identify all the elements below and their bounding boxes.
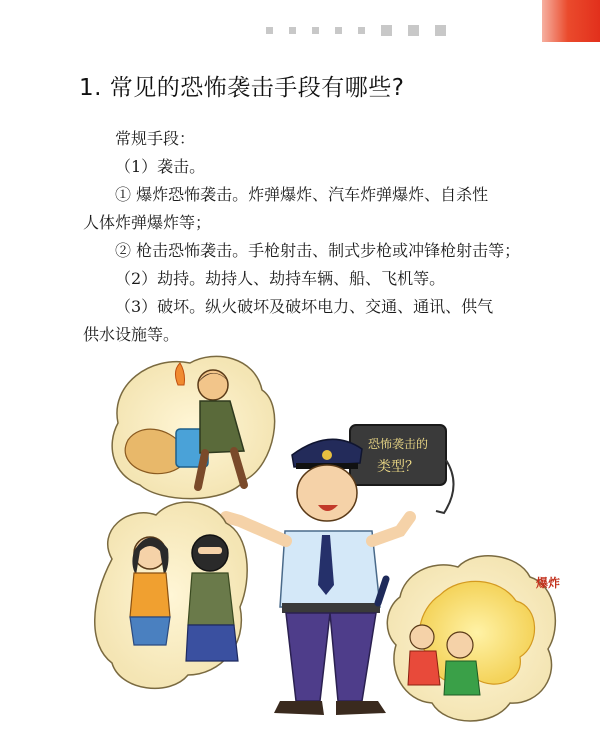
header-dot [381, 25, 392, 36]
header-dot [266, 27, 273, 34]
question-sign [350, 425, 454, 513]
header-dot [289, 27, 296, 34]
header-dot [335, 27, 342, 34]
header-dot [435, 25, 446, 36]
item-1-sub-1-line-2: 人体炸弹爆炸等； [83, 213, 212, 232]
victim-shirt [130, 573, 170, 617]
header-dot [408, 25, 419, 36]
arson-scene [112, 356, 274, 498]
item-1-sub-2: ② 枪击恐怖袭击。手枪射击、制式步枪或冲锋枪射击等； [115, 241, 521, 260]
victim-shirt [408, 651, 440, 685]
sign-text-line-1: 恐怖袭击的 [367, 437, 429, 451]
arsonist-head [198, 370, 228, 400]
intro-text: 常规手段： [115, 129, 196, 148]
explosion-scene [387, 556, 560, 721]
victim-shirt [444, 661, 480, 695]
hijack-scene [95, 502, 247, 688]
victim-head [410, 625, 434, 649]
officer-right-arm [372, 517, 410, 541]
sign-board [350, 425, 446, 485]
header-dot [358, 27, 365, 34]
victim-skirt [130, 617, 170, 645]
item-3-line-1: （3）破坏。纵火破坏及破坏电力、交通、通讯、供气 [115, 297, 494, 316]
page-title: 1. 常见的恐怖袭击手段有哪些? [79, 75, 405, 101]
header-dot-markers [266, 27, 446, 36]
item-1-heading: （1）袭击。 [115, 157, 206, 176]
cap-badge-icon [322, 450, 332, 460]
corner-tab [542, 0, 600, 42]
hijacker-eye-slit [198, 547, 222, 554]
hijacker-jacket [188, 573, 234, 625]
explosion-label: 爆炸 [536, 576, 561, 590]
item-1-sub-1-line-1: ① 爆炸恐怖袭击。炸弹爆炸、汽车炸弹爆炸、自杀性 [115, 185, 489, 204]
victim-head [447, 632, 473, 658]
officer-belt [282, 603, 380, 613]
hijacker-trousers [186, 625, 238, 661]
officer-trousers [286, 613, 376, 701]
cartoon-illustration [0, 345, 600, 742]
officer-face [297, 465, 357, 521]
body-text [83, 125, 545, 349]
officer-shoes [274, 701, 386, 715]
baton [378, 579, 386, 603]
item-2: （2）劫持。劫持人、劫持车辆、船、飞机等。 [115, 269, 446, 288]
header-dot [312, 27, 319, 34]
sign-text-line-2: 类型？ [377, 459, 419, 475]
item-3-line-2: 供水设施等。 [83, 325, 180, 344]
thought-bubble [112, 356, 274, 498]
